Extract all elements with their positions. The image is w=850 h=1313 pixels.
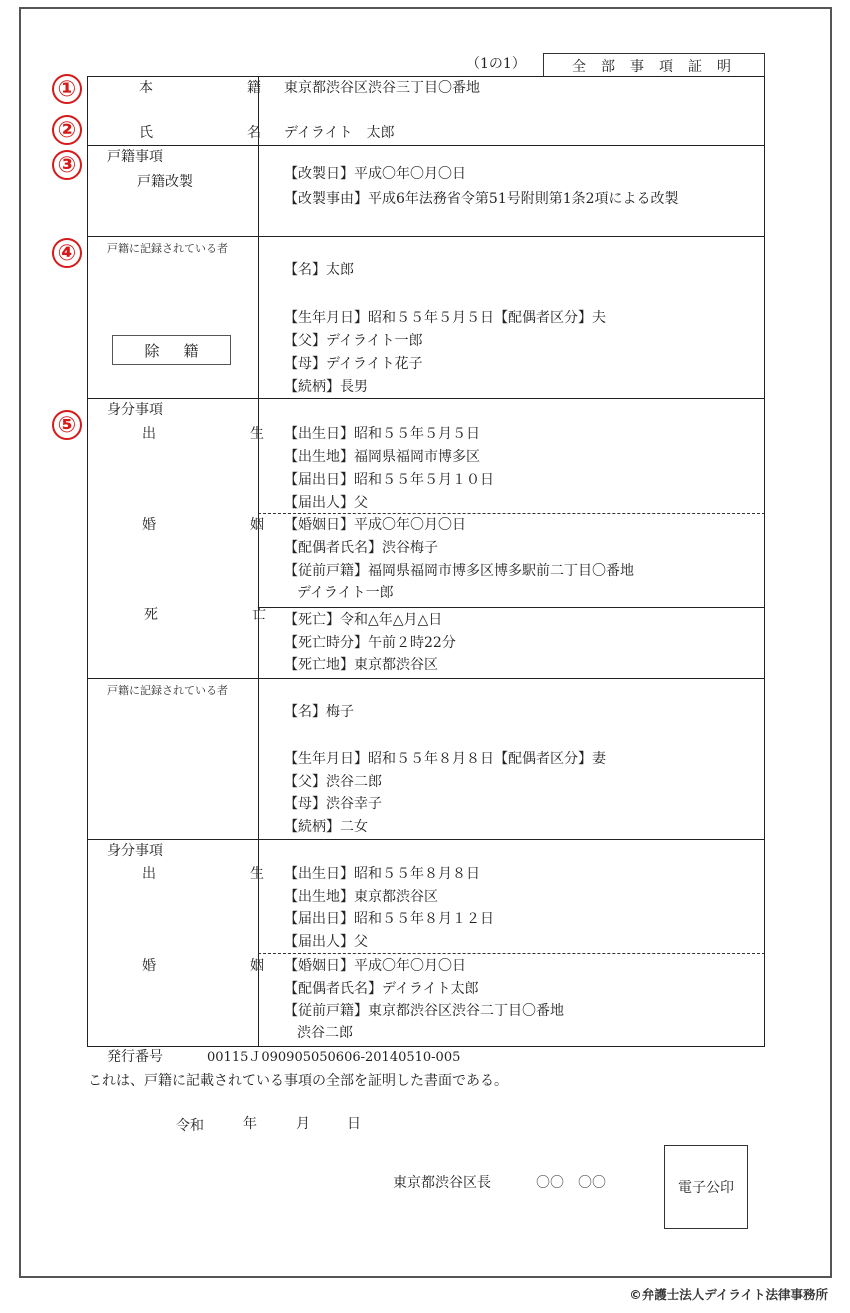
birth-line: 【届出人】父 bbox=[284, 934, 368, 950]
person-birthdate: 【生年月日】昭和５５年５月５日【配偶者区分】夫 bbox=[284, 310, 606, 326]
mibun-jiko-label: 身分事項 bbox=[107, 402, 163, 418]
row-divider bbox=[87, 839, 765, 840]
row-divider bbox=[87, 145, 765, 146]
person-relationship: 【続柄】二女 bbox=[284, 819, 368, 835]
marriage-label: 婚 姻 bbox=[142, 958, 304, 974]
joseki-status-box: 除籍 bbox=[112, 335, 231, 365]
marriage-line: 【従前戸籍】福岡県福岡市博多区博多駅前二丁目〇番地 bbox=[284, 563, 634, 579]
column-divider bbox=[258, 76, 259, 1047]
marriage-line: 【婚姻日】平成〇年〇月〇日 bbox=[284, 517, 466, 533]
death-line: 【死亡時分】午前２時22分 bbox=[284, 635, 456, 651]
mibun-jiko-label: 身分事項 bbox=[107, 843, 163, 859]
honseki-value: 東京都渋谷区渋谷三丁目〇番地 bbox=[284, 80, 480, 96]
dashed-divider bbox=[258, 953, 765, 954]
birth-label: 出 生 bbox=[142, 426, 304, 442]
page-count: （1の1） bbox=[466, 56, 526, 72]
person-father: 【父】渋谷二郎 bbox=[284, 774, 382, 790]
death-label: 死 亡 bbox=[144, 607, 306, 623]
certificate-type-box: 全部事項証明 bbox=[543, 53, 765, 77]
birth-line: 【届出人】父 bbox=[284, 495, 368, 511]
marker-3-icon: ③ bbox=[52, 150, 82, 180]
marker-2-icon: ② bbox=[52, 115, 82, 145]
birth-line: 【届出日】昭和５５年５月１０日 bbox=[284, 472, 494, 488]
birth-line: 【出生日】昭和５５年８月８日 bbox=[284, 866, 480, 882]
row-divider bbox=[87, 236, 765, 237]
person-name: 【名】梅子 bbox=[284, 704, 354, 720]
marriage-line: 【配偶者氏名】デイライト太郎 bbox=[284, 981, 479, 997]
person-relationship: 【続柄】長男 bbox=[284, 379, 368, 395]
person-section-label: 戸籍に記録されている者 bbox=[107, 242, 228, 255]
issue-number-label: 発行番号 bbox=[107, 1049, 163, 1065]
birth-label: 出 生 bbox=[142, 866, 304, 882]
marker-5-icon: ⑤ bbox=[52, 410, 82, 440]
marriage-label: 婚 姻 bbox=[142, 517, 304, 533]
issue-number: 00115Ｊ090905050606-20140510-005 bbox=[207, 1050, 461, 1065]
dashed-divider bbox=[258, 513, 765, 514]
era-label: 令和 bbox=[176, 1118, 204, 1134]
death-line: 【死亡地】東京都渋谷区 bbox=[284, 657, 438, 673]
marker-1-icon: ① bbox=[52, 74, 82, 104]
koseki-jiko-label: 戸籍事項 bbox=[107, 149, 163, 165]
copyright: ©弁護士法人デイライト法律事務所 bbox=[629, 1287, 828, 1302]
marriage-line: 渋谷二郎 bbox=[297, 1025, 353, 1041]
person-father: 【父】デイライト一郎 bbox=[284, 333, 423, 349]
shimei-value: デイライト 太郎 bbox=[284, 125, 395, 141]
person-mother: 【母】デイライト花子 bbox=[284, 356, 423, 372]
kaisei-reason: 【改製事由】平成6年法務省令第51号附則第1条2項による改製 bbox=[284, 191, 679, 207]
honseki-label: 本 籍 bbox=[139, 80, 301, 96]
row-divider bbox=[87, 678, 765, 679]
birth-line: 【出生地】東京都渋谷区 bbox=[284, 889, 438, 905]
birth-line: 【出生地】福岡県福岡市博多区 bbox=[284, 449, 480, 465]
marriage-line: 【従前戸籍】東京都渋谷区渋谷二丁目〇番地 bbox=[284, 1003, 564, 1019]
koseki-kaisei-label: 戸籍改製 bbox=[137, 174, 193, 190]
shimei-label: 氏 名 bbox=[139, 125, 301, 141]
row-divider bbox=[258, 607, 765, 608]
marriage-line: 【配偶者氏名】渋谷梅子 bbox=[284, 540, 438, 556]
marker-4-icon: ④ bbox=[52, 238, 82, 268]
row-divider bbox=[87, 398, 765, 399]
month-label: 月 bbox=[296, 1116, 310, 1132]
kaisei-date: 【改製日】平成〇年〇月〇日 bbox=[284, 166, 466, 182]
person-name: 【名】太郎 bbox=[284, 262, 354, 278]
birth-line: 【届出日】昭和５５年８月１２日 bbox=[284, 911, 494, 927]
birth-line: 【出生日】昭和５５年５月５日 bbox=[284, 426, 480, 442]
certification-statement: これは、戸籍に記載されている事項の全部を証明した書面である。 bbox=[88, 1073, 508, 1089]
official-name: 〇〇 〇〇 bbox=[536, 1175, 606, 1191]
marriage-line: デイライト一郎 bbox=[297, 585, 394, 601]
day-label: 日 bbox=[347, 1116, 361, 1132]
year-label: 年 bbox=[243, 1116, 257, 1132]
person-birthdate: 【生年月日】昭和５５年８月８日【配偶者区分】妻 bbox=[284, 751, 606, 767]
official-title: 東京都渋谷区長 bbox=[393, 1175, 491, 1191]
person-mother: 【母】渋谷幸子 bbox=[284, 796, 382, 812]
electronic-seal-box: 電子公印 bbox=[664, 1145, 748, 1229]
marriage-line: 【婚姻日】平成〇年〇月〇日 bbox=[284, 958, 466, 974]
death-line: 【死亡】令和△年△月△日 bbox=[284, 612, 443, 628]
person-section-label: 戸籍に記録されている者 bbox=[107, 684, 228, 697]
